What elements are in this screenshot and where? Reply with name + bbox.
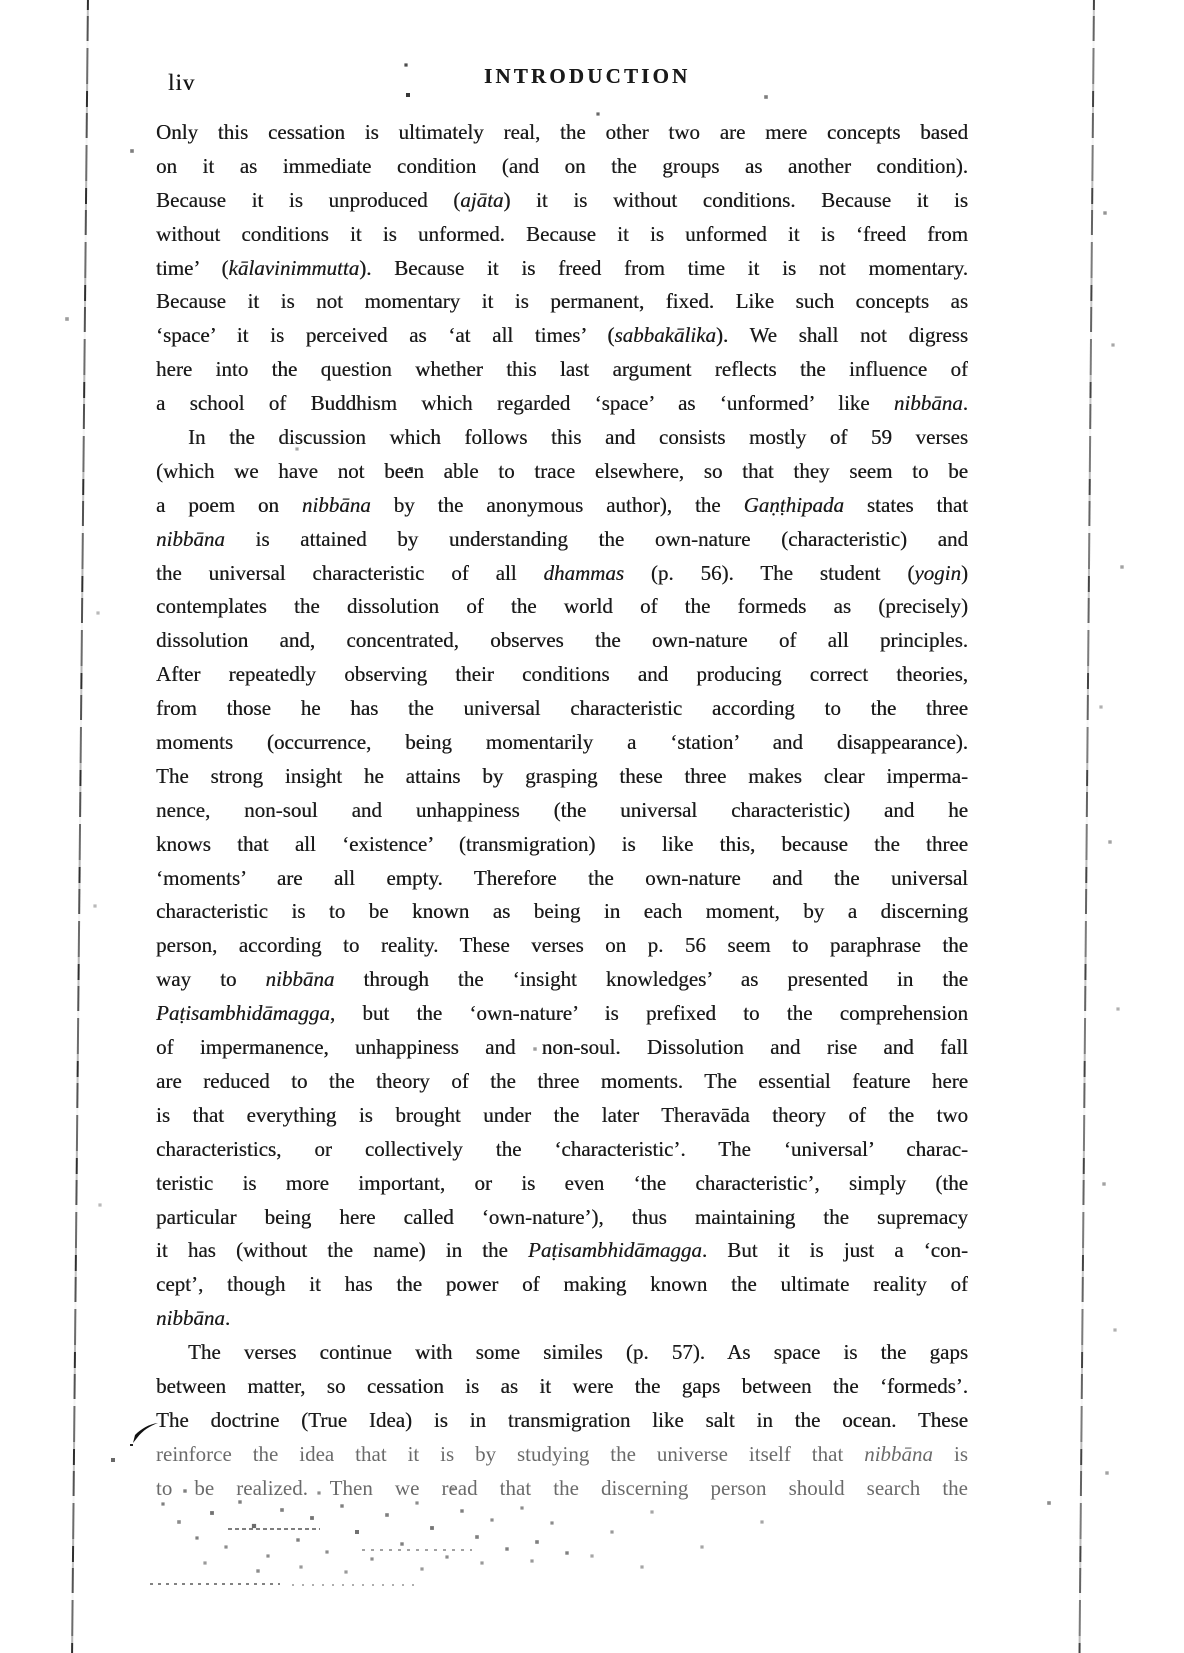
text-line: The verses continue with some similes (p. 57). As space is the gaps [188,1340,968,1365]
text-line: is that everything is brought under the later Theravāda theory of the two [156,1102,968,1127]
text-line: knows that all ‘existence’ (transmigration) is like this, because the three [156,831,968,856]
text-line: dissolution and, concentrated, observes the own-nature of all principles. [156,628,968,653]
page-header [0,64,1184,100]
text-line: the universal characteristic of all dhammas (p. 56). The student (yogin) [156,560,968,585]
text-line: time’ (kālavinimmutta). Because it is freed from time it is not momentary. [156,255,968,280]
text-line: The strong insight he attains by grasping these three makes clear imperma- [156,763,968,788]
text-line: here into the question whether this last argument reflects the influence of [156,357,968,382]
text-line: moments (occurrence, being momentarily a ‘station’ and disappearance). [156,730,968,755]
right-scan-edge-line [1078,0,1094,1653]
noise-streak [228,1528,320,1530]
text-line: of impermanence, unhappiness and non-soul. Dissolution and rise and fall [156,1035,968,1060]
page-number: liv [168,70,196,95]
text-line: it has (without the name) in the Paṭisambhidāmagga. But it is just a ‘con- [156,1238,968,1263]
text-line: After repeatedly observing their conditions and producing correct theories, [156,662,968,687]
text-line: (which we have not been able to trace elsewhere, so that they seem to be [156,458,968,483]
text-line: characteristics, or collectively the ‘characteristic’. The ‘universal’ charac- [156,1136,968,1161]
text-line: Only this cessation is ultimately real, the other two are mere concepts based [156,120,968,144]
text-line: Because it is unproduced (ajāta) it is without conditions. Because it is [156,187,968,212]
text-line: nibbāna. [156,1306,231,1331]
text-line: to be realized. Then we read that the discerning person should search the [156,1475,968,1500]
bottom-noise-cloud [0,0,2,2]
noise-streak [150,1583,280,1585]
text-line: The doctrine (True Idea) is in transmigration like salt in the ocean. These [156,1407,968,1432]
text-line: In the discussion which follows this and consists mostly of 59 verses [188,425,968,450]
text-line: a school of Buddhism which regarded ‘space’ as ‘unformed’ like nibbāna. [156,391,968,416]
text-line: cept’, though it has the power of making known the ultimate reality of [156,1272,968,1297]
text-line: ‘space’ it is perceived as ‘at all times’ (sabbakālika). We shall not digress [156,323,968,348]
body-text [156,116,968,1506]
text-line: particular being here called ‘own-nature’), thus maintaining the supremacy [156,1204,968,1229]
text-line: teristic is more important, or is even ‘the characteristic’, simply (the [156,1170,968,1195]
text-line: Because it is not momentary it is permanent, fixed. Like such concepts as [156,289,968,314]
text-line: without conditions it is unformed. Because it is unformed it is ‘freed from [156,221,968,246]
running-title: INTRODUCTION [484,64,691,88]
left-scan-edge-line [71,0,89,1653]
text-line: nence, non-soul and unhappiness (the universal characteristic) and he [156,797,968,822]
text-line: Paṭisambhidāmagga, but the ‘own-nature’ is prefixed to the comprehension [156,1001,968,1026]
margin-pen-mark-icon [128,1419,162,1449]
text-line: nibbāna is attained by understanding the own-nature (characteristic) and [156,526,968,551]
text-line: between matter, so cessation is as it were the gaps between the ‘formeds’. [156,1373,968,1398]
noise-streak [292,1584,422,1586]
text-line: on it as immediate condition (and on the groups as another condition). [156,153,968,178]
text-line: a poem on nibbāna by the anonymous author), the Gaṇṭhipada states that [156,492,968,517]
text-line: contemplates the dissolution of the world of the formeds as (precisely) [156,594,968,619]
text-line: person, according to reality. These verses on p. 56 seem to paraphrase the [156,933,968,958]
text-line: characteristic is to be known as being in each moment, by a discerning [156,899,968,924]
text-line: reinforce the idea that it is by studying the universe itself that nibbāna is [156,1441,968,1466]
text-line: way to nibbāna through the ‘insight knowledges’ as presented in the [156,967,968,992]
text-line: ‘moments’ are all empty. Therefore the own-nature and the universal [156,865,968,890]
text-line: from those he has the universal characteristic according to the three [156,696,968,721]
text-line: are reduced to the theory of the three moments. The essential feature here [156,1068,968,1093]
noise-streak [362,1549,472,1551]
